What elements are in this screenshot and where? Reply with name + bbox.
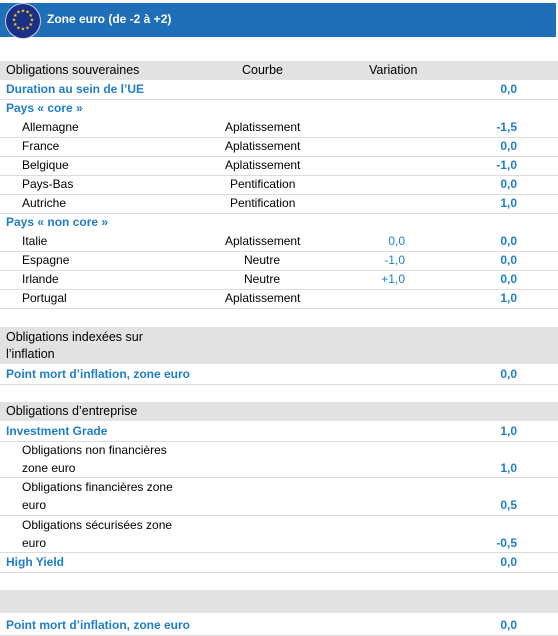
table-row	[0, 441, 558, 478]
column-header-curve: Courbe	[242, 63, 283, 77]
svg-text:★: ★	[12, 22, 18, 28]
country-name: France	[22, 139, 60, 153]
investment-grade-value: 1,0	[500, 424, 517, 438]
table-row	[0, 156, 558, 176]
variation-value: -1,0	[384, 253, 405, 267]
corporate-item-line1: Obligations sécurisées zone	[22, 518, 173, 532]
score-value: -1,0	[496, 158, 517, 172]
table-row	[0, 194, 558, 214]
indexed-header-line1: Obligations indexées sur	[6, 330, 143, 344]
table-row	[0, 478, 558, 516]
footer-breakeven-row	[0, 616, 558, 636]
breakeven-label: Point mort d’inflation, zone euro	[6, 367, 190, 381]
core-group-row	[0, 99, 558, 118]
svg-text:★: ★	[20, 8, 26, 15]
table-row	[0, 137, 558, 157]
svg-text:★: ★	[28, 22, 34, 28]
score-value: 0,0	[500, 177, 517, 191]
core-group-label: Pays « core »	[6, 101, 83, 115]
score-value: -0,5	[496, 536, 517, 550]
curve-value: Aplatissement	[225, 139, 301, 153]
svg-text:★: ★	[29, 17, 35, 24]
footer-breakeven-value: 0,0	[500, 618, 517, 632]
table-row	[0, 118, 558, 138]
corporate-item-line2: euro	[22, 536, 47, 550]
breakeven-value: 0,0	[500, 367, 517, 381]
country-name: Italie	[22, 234, 48, 248]
indexed-header-row	[0, 327, 558, 364]
noncore-group-row	[0, 213, 558, 232]
curve-value: Aplatissement	[225, 120, 301, 134]
score-value: 0,0	[500, 272, 517, 286]
score-value: 0,0	[500, 139, 517, 153]
corporate-header: Obligations d’entreprise	[6, 404, 138, 418]
country-name: Irlande	[22, 272, 59, 286]
svg-text:★: ★	[25, 25, 30, 32]
indexed-header-line2: l’inflation	[6, 347, 55, 361]
score-value: 0,0	[500, 234, 517, 248]
score-value: 0,0	[500, 253, 517, 267]
duration-value: 0,0	[500, 82, 517, 96]
high-yield-label: High Yield	[6, 555, 65, 569]
curve-value: Aplatissement	[225, 291, 301, 305]
footer-breakeven-label: Point mort d’inflation, zone euro	[6, 618, 190, 632]
corporate-item-line2: euro	[22, 498, 47, 512]
table-header-row	[0, 61, 558, 80]
svg-text:★: ★	[28, 13, 34, 19]
table-row	[0, 251, 558, 271]
table-row	[0, 270, 558, 290]
score-value: 1,0	[500, 461, 517, 475]
high-yield-row	[0, 553, 558, 573]
svg-text:★: ★	[25, 9, 30, 16]
noncore-group-label: Pays « non core »	[6, 215, 109, 229]
curve-value: Neutre	[244, 253, 281, 267]
corporate-header-row	[0, 402, 558, 421]
breakeven-row	[0, 365, 558, 385]
score-value: -1,5	[496, 120, 517, 134]
country-name: Autriche	[22, 196, 67, 210]
country-name: Portugal	[22, 291, 67, 305]
variation-value: +1,0	[381, 272, 405, 286]
variation-value: 0,0	[388, 234, 405, 248]
svg-text:★: ★	[16, 25, 21, 32]
curve-value: Neutre	[244, 272, 281, 286]
table-row	[0, 289, 558, 309]
eu-flag-icon	[6, 4, 40, 38]
banner-title: Zone euro (de -2 à +2)	[47, 12, 172, 26]
score-value: 1,0	[500, 291, 517, 305]
country-name: Pays-Bas	[22, 177, 74, 191]
svg-text:★: ★	[20, 26, 26, 33]
duration-label: Duration au sein de l’UE	[6, 82, 145, 96]
score-value: 0,5	[500, 498, 517, 512]
column-header-variation: Variation	[369, 63, 418, 77]
svg-text:★: ★	[11, 17, 17, 24]
investment-grade-label: Investment Grade	[6, 424, 108, 438]
country-name: Allemagne	[22, 120, 79, 134]
country-name: Espagne	[22, 253, 70, 267]
curve-value: Pentification	[230, 177, 296, 191]
svg-text:★: ★	[12, 13, 18, 19]
section-banner	[0, 0, 558, 42]
table-row	[0, 232, 558, 252]
corporate-item-line1: Obligations non financières	[22, 443, 167, 457]
investment-grade-row	[0, 422, 558, 442]
curve-value: Pentification	[230, 196, 296, 210]
score-value: 1,0	[500, 196, 517, 210]
empty-section-row	[0, 590, 558, 613]
curve-value: Aplatissement	[225, 234, 301, 248]
svg-text:★: ★	[16, 9, 21, 16]
table-row	[0, 175, 558, 195]
curve-value: Aplatissement	[225, 158, 301, 172]
country-name: Belgique	[22, 158, 69, 172]
table-row	[0, 516, 558, 553]
column-header-label: Obligations souveraines	[6, 63, 140, 77]
corporate-item-line1: Obligations financières zone	[22, 480, 173, 494]
high-yield-value: 0,0	[500, 555, 517, 569]
duration-row	[0, 80, 558, 100]
corporate-item-line2: zone euro	[22, 461, 76, 475]
